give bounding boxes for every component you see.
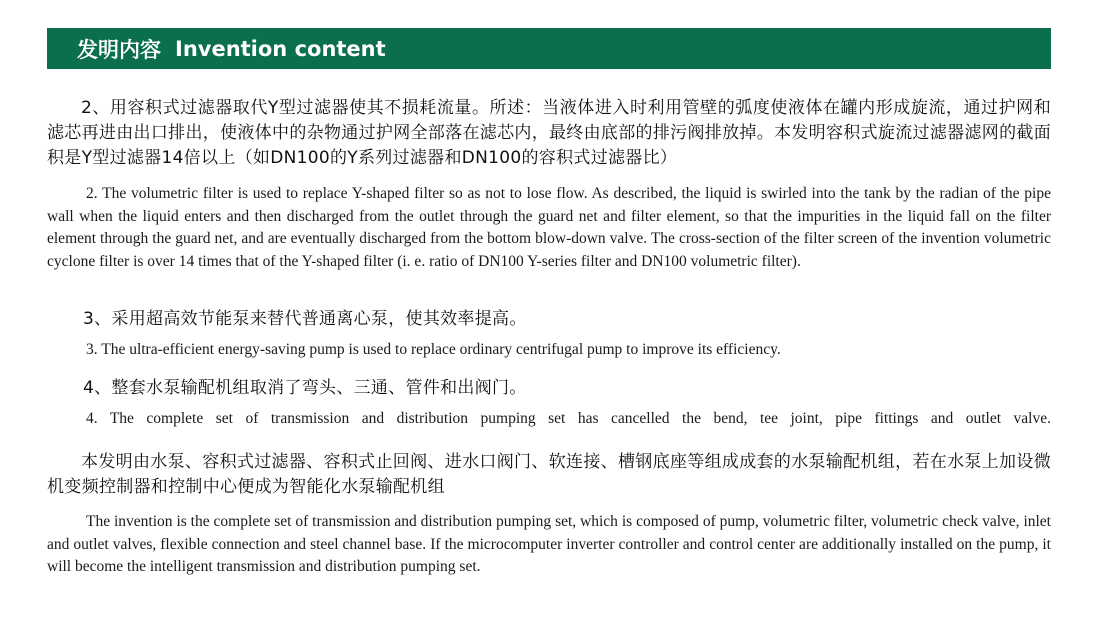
item-3-english-text: 3. The ultra-efficient energy-saving pump is used to replace ordinary centrifugal pump to improve its efficiency. <box>86 341 781 358</box>
summary-english-text: The invention is the complete set of transmission and distribution pumping set, which is composed of pump, volumetric filter, volumetric check valve, inlet and outlet valves, flexible connection and steel channel base. If the microcomputer inverter controller and control center are additionally installed on the pump, it will become the intelligent transmission and distribution pumping set. <box>47 513 1051 575</box>
item-2-chinese-text: 2、用容积式过滤器取代Y型过滤器使其不损耗流量。所述：当液体进入时利用管壁的弧度使液体在罐内形成旋流，通过护网和滤芯再进由出口排出，使液体中的杂物通过护网全部落在滤芯内，最终由底部的排污阀排放掉。本发明容积式旋流过滤器滤网的截面积是Y型过滤器14倍以上（如DN100的Y系列过滤器和DN100的容积式过滤器比） <box>47 98 1051 168</box>
header-title-en: Invention content <box>175 36 386 61</box>
summary-chinese-text: 本发明由水泵、容积式过滤器、容积式止回阀、进水口阀门、软连接、槽钢底座等组成成套的水泵输配机组，若在水泵上加设微机变频控制器和控制中心便成为智能化水泵输配机组 <box>47 452 1051 497</box>
section-header-bar <box>47 28 1051 69</box>
item-2-english-text: 2. The volumetric filter is used to replace Y-shaped filter so as not to lose flow. As described, the liquid is swirled into the tank by the radian of the pipe wall when the liquid enters and then discharged from the outlet through the guard net and filter element, so that the impurities in the liquid fall on the filter element through the guard net, and are eventually discharged from the bottom blow-down valve. The cross-section of the filter screen of the invention volumetric cyclone filter is over 14 times that of the Y-shaped filter (i. e. ratio of DN100 Y-series filter and DN100 volumetric filter). <box>47 185 1051 270</box>
item-3-chinese-text: 3、采用超高效节能泵来替代普通离心泵，使其效率提高。 <box>83 309 527 329</box>
item-4-english-text: 4. The complete set of transmission and distribution pumping set has cancelled the bend, tee joint, pipe fittings and outlet valve. <box>86 410 1051 427</box>
item-4-chinese-text: 4、整套水泵输配机组取消了弯头、三通、管件和出阀门。 <box>83 378 527 398</box>
header-title-zh: 发明内容 <box>77 37 161 62</box>
